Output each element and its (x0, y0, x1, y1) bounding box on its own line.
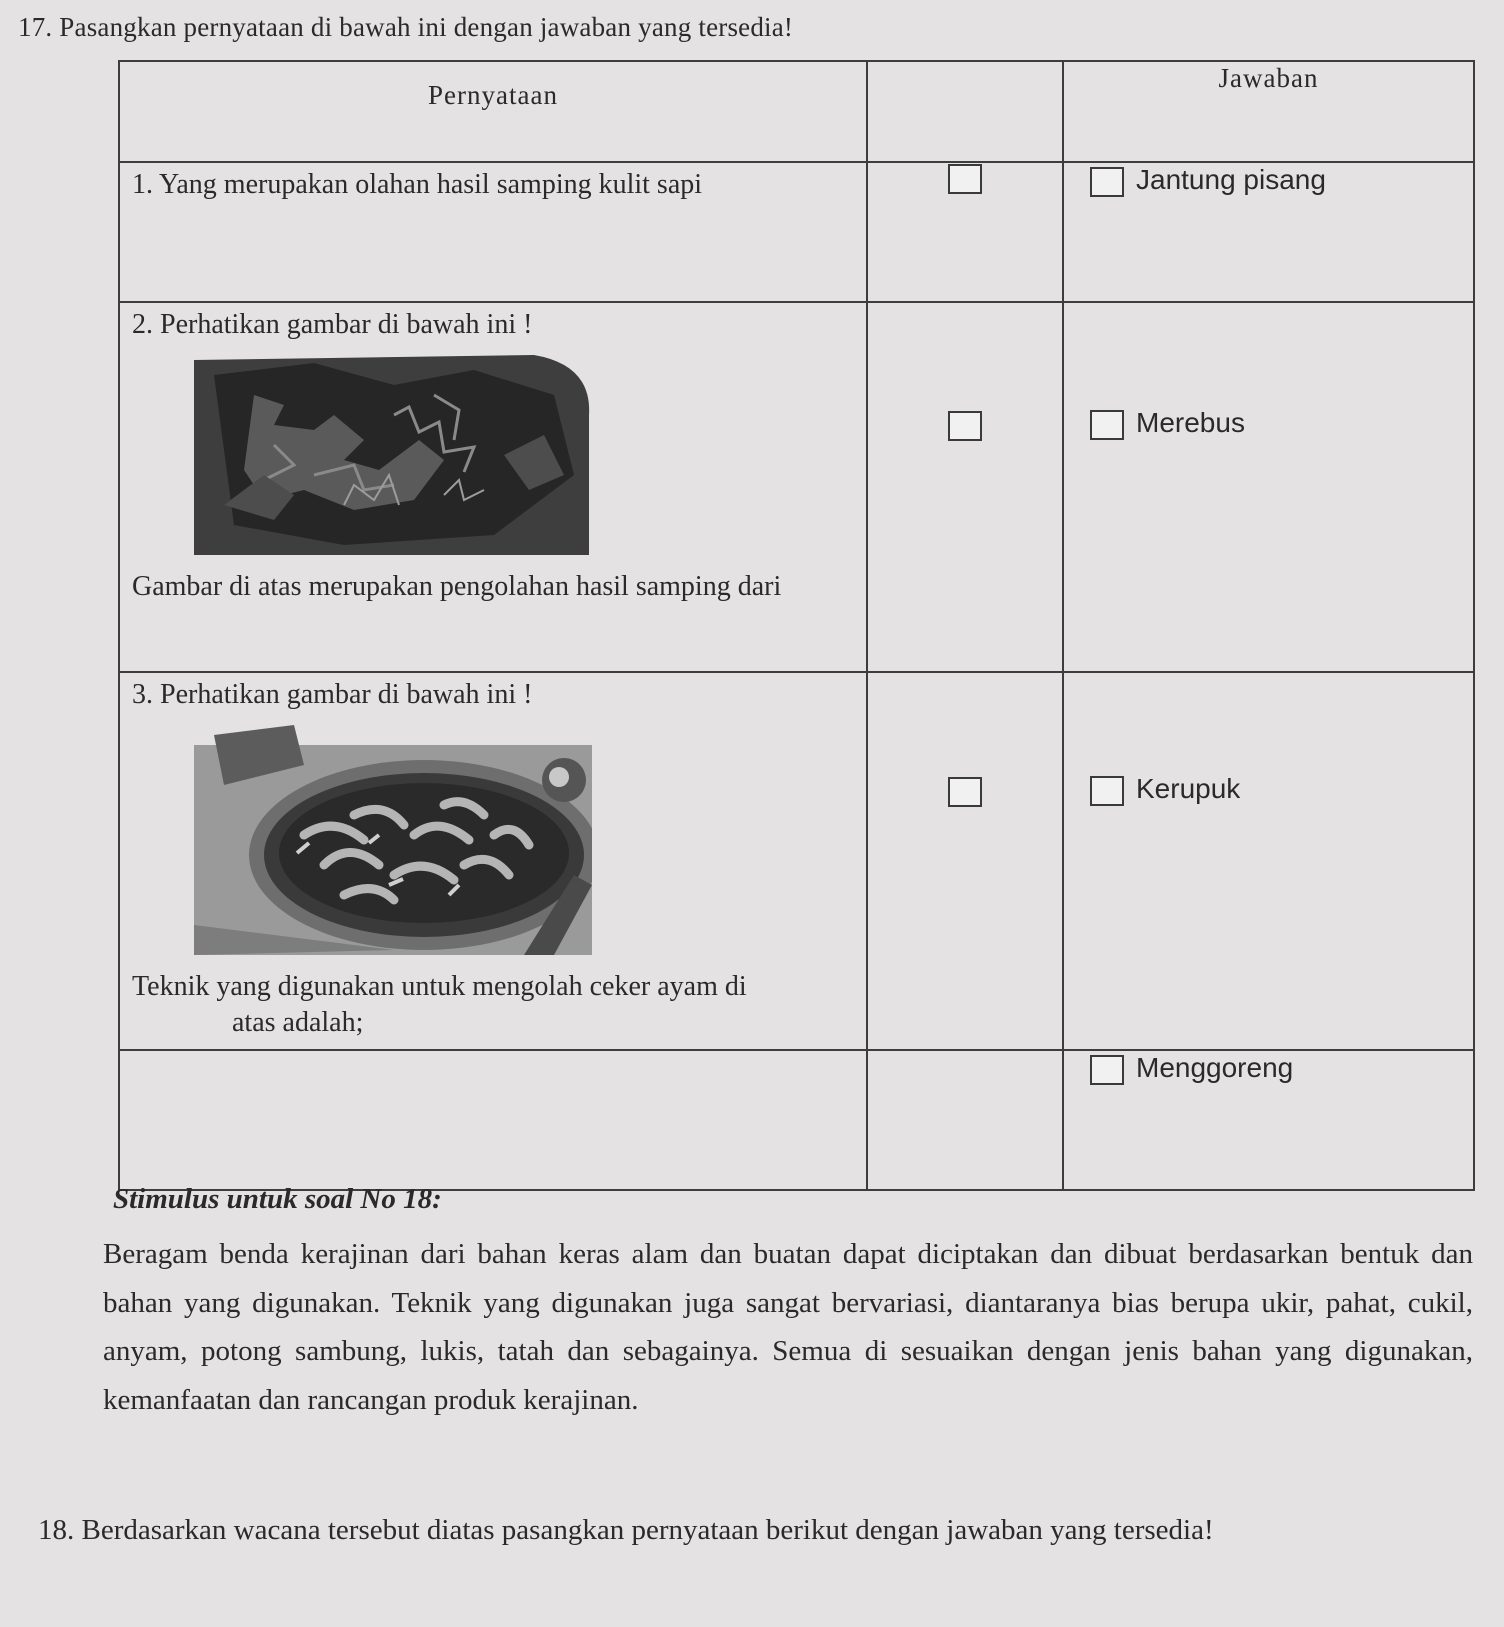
table-row (119, 1050, 1474, 1190)
answer-2-label: Merebus (1136, 407, 1245, 438)
statement-2-lead: 2. Perhatikan gambar di bawah ini ! (132, 309, 533, 340)
statement-3-text-2: atas adalah; (232, 1007, 364, 1038)
statement-1-match-cell (867, 162, 1063, 302)
header-blank (867, 61, 1063, 162)
table-row (119, 302, 1474, 672)
answer-3-cell (1063, 672, 1474, 1050)
header-pernyataan: Pernyataan (119, 61, 867, 162)
statement-2-checkbox[interactable] (948, 411, 982, 441)
statement-3-checkbox[interactable] (948, 777, 982, 807)
photo-rendang-jantung-pisang (194, 355, 592, 555)
stimulus-18-title: Stimulus untuk soal No 18: (113, 1183, 442, 1215)
answer-4-checkbox[interactable] (1090, 1055, 1124, 1085)
statement-2 (119, 302, 867, 672)
statement-1-checkbox[interactable] (948, 164, 982, 194)
answer-4-cell (1063, 1050, 1474, 1190)
question-17-title: 17. Pasangkan pernyataan di bawah ini dengan jawaban yang tersedia! (18, 12, 794, 42)
table-row (119, 672, 1474, 1050)
answer-1-cell (1063, 162, 1474, 302)
answer-3-checkbox[interactable] (1090, 776, 1124, 806)
answer-2-cell (1063, 302, 1474, 672)
statement-4-empty (119, 1050, 867, 1190)
question-18-text: 18. Berdasarkan wacana tersebut diatas pasangkan pernyataan berikut dengan jawaban yang tersedia! (38, 1514, 1214, 1546)
statement-3-text: Teknik yang digunakan untuk mengolah ceker ayam di (132, 971, 747, 1002)
photo-ceker-ayam (194, 725, 592, 955)
statement-2-text: Gambar di atas merupakan pengolahan hasil samping dari (132, 571, 782, 602)
statement-3 (119, 672, 867, 1050)
answer-1-checkbox[interactable] (1090, 167, 1124, 197)
statement-2-match-cell (867, 302, 1063, 672)
stimulus-18-body: Beragam benda kerajinan dari bahan keras alam dan buatan dapat diciptakan dan dibuat berdasarkan bentuk dan bahan yang digunakan. Teknik yang digunakan juga sangat bervariasi, diantaranya bias berupa ukir, pahat, cukil, anyam, potong sambung, lukis, tatah dan sebagainya. Semua di sesuaikan dengan jenis bahan yang digunakan, kemanfaatan dan rancangan produk kerajinan. (103, 1238, 1473, 1416)
statement-1 (119, 162, 867, 302)
statement-3-match-cell (867, 672, 1063, 1050)
statement-3-lead: 3. Perhatikan gambar di bawah ini ! (132, 679, 533, 710)
statement-4-match-cell (867, 1050, 1063, 1190)
answer-3-label: Kerupuk (1136, 773, 1241, 804)
table-row (119, 162, 1474, 302)
answer-1-label: Jantung pisang (1136, 164, 1326, 195)
header-jawaban: Jawaban (1063, 61, 1474, 162)
matching-table (118, 60, 1475, 1191)
answer-2-checkbox[interactable] (1090, 410, 1124, 440)
statement-1-text: 1. Yang merupakan olahan hasil samping kulit sapi (132, 169, 703, 200)
answer-4-label: Menggoreng (1136, 1052, 1294, 1083)
